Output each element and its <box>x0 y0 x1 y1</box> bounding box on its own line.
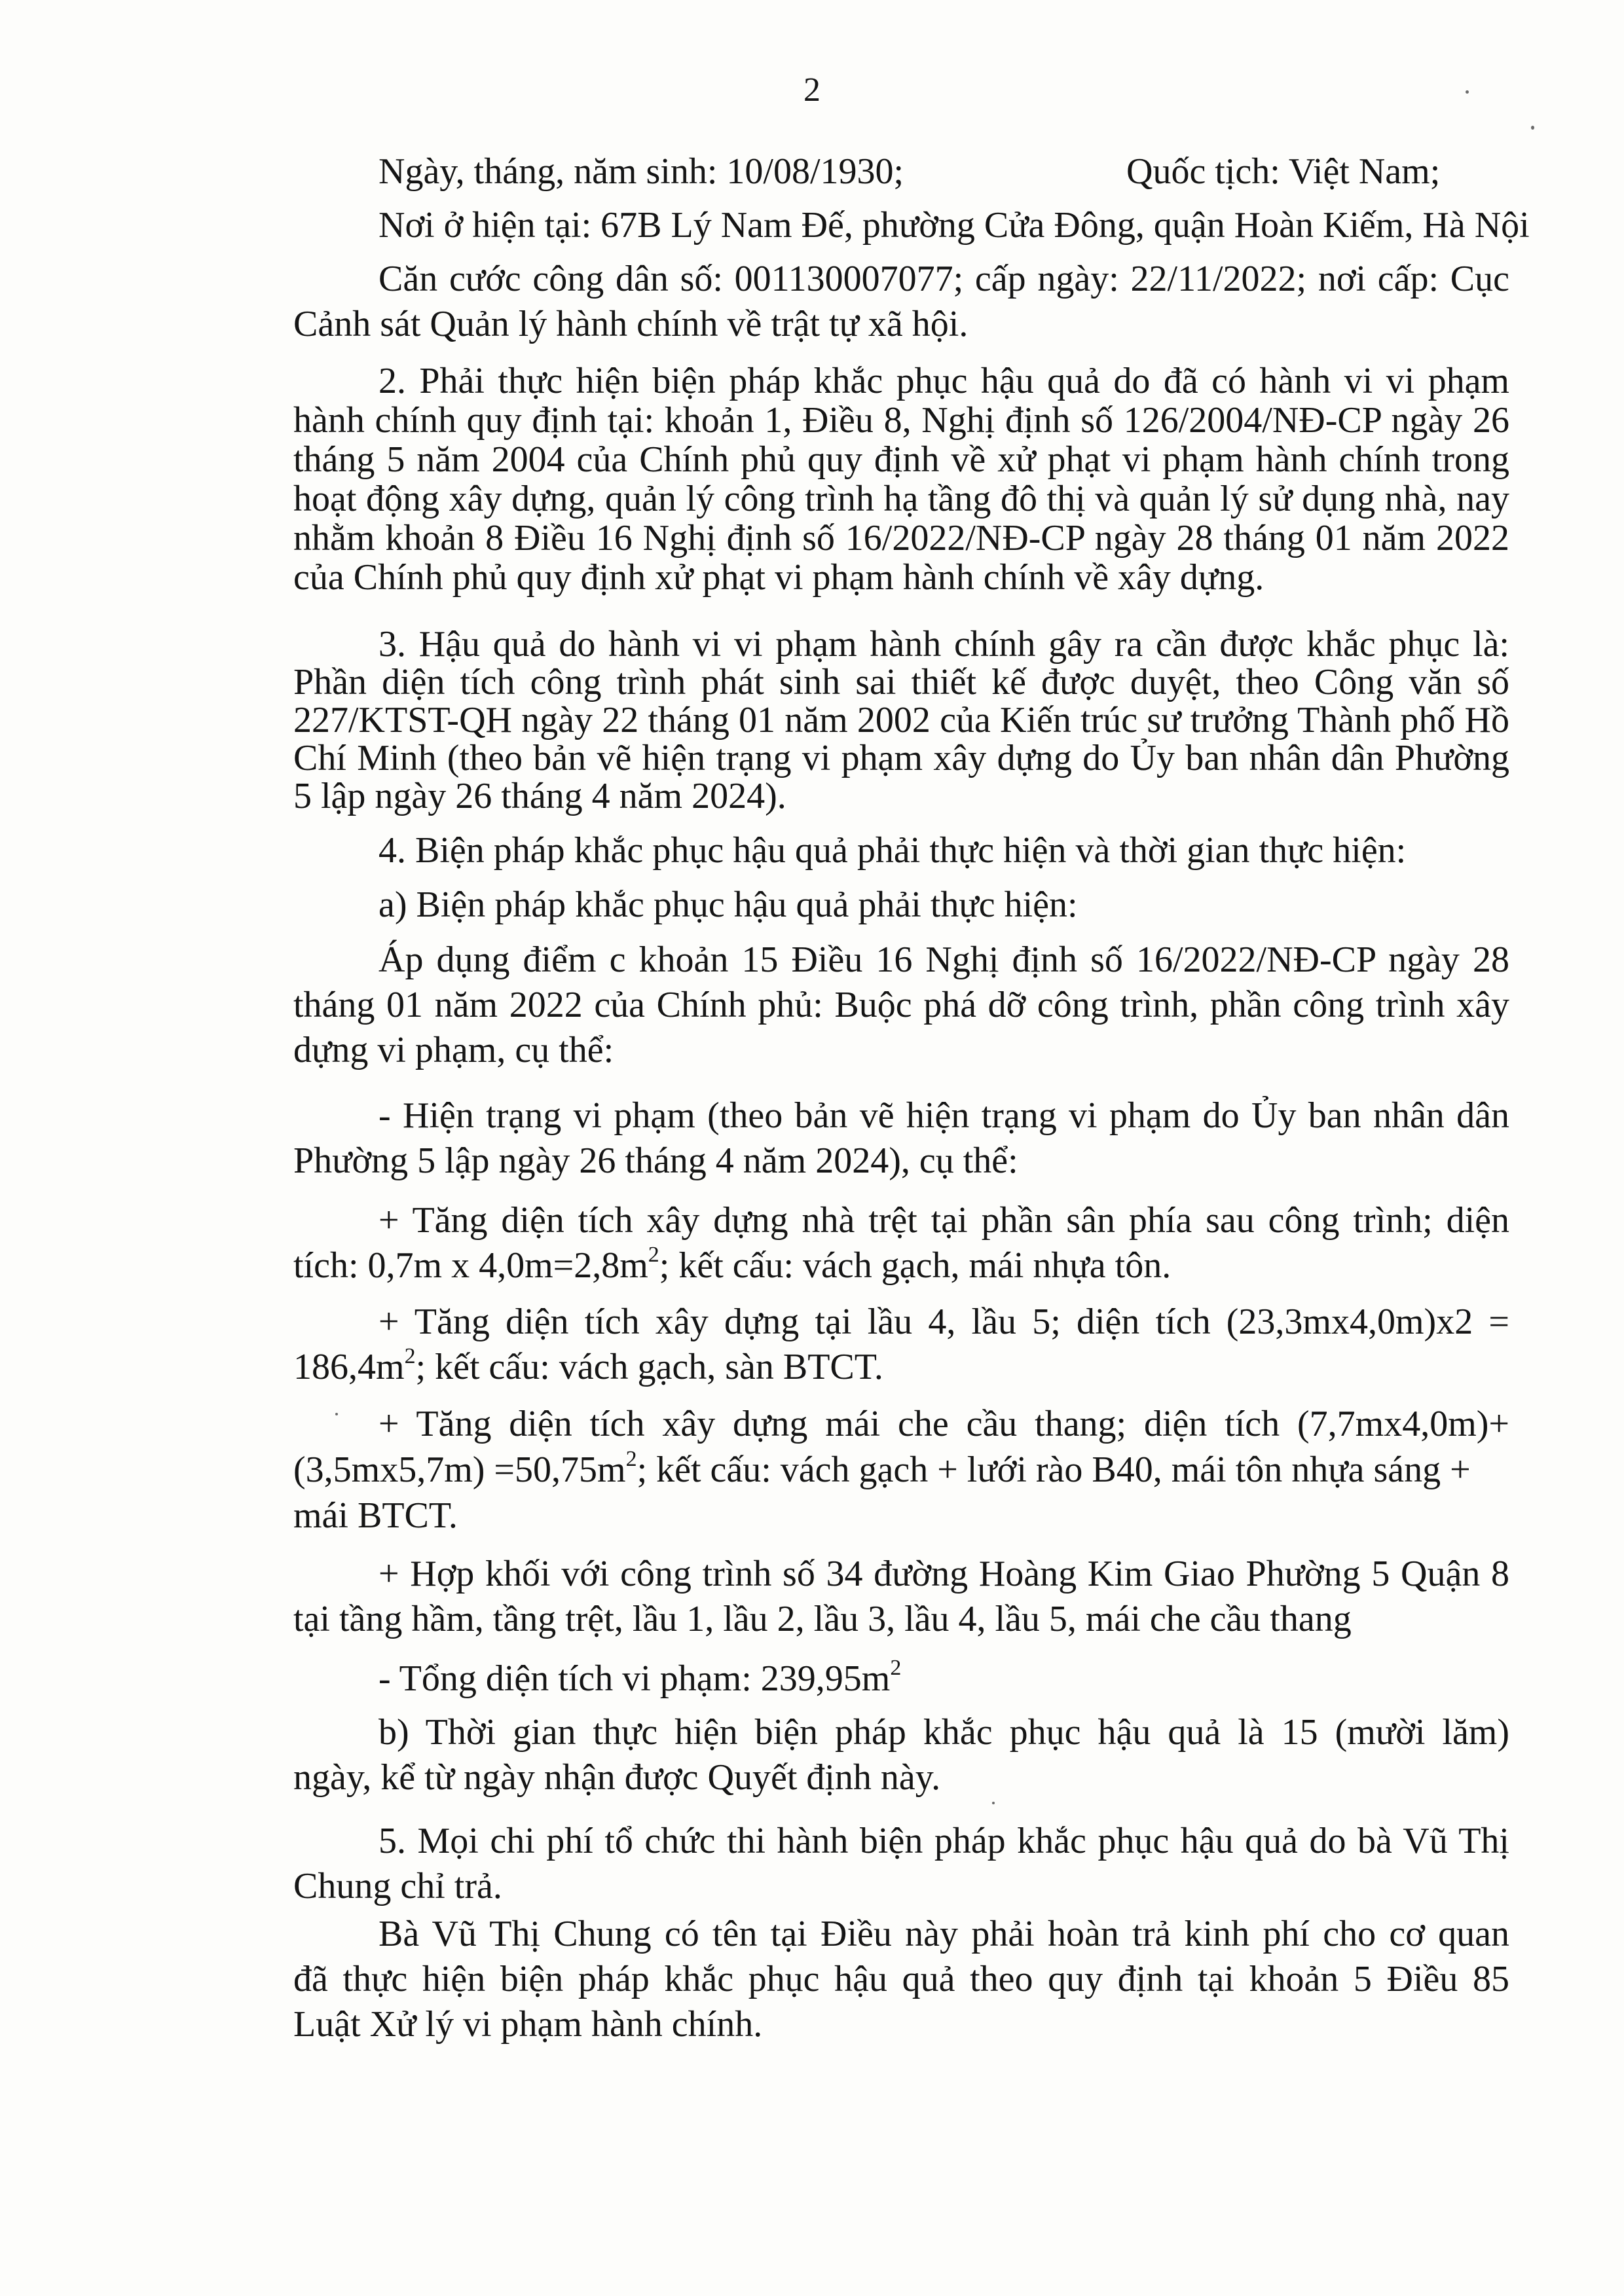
item-floors-4-5: + Tăng diện tích xây dựng tại lầu 4, lầu 5; diện tích (23,3mx4,0m)x2 = $186,4m^2$; kết cấu: vách gạch, sàn BTCT. <box>293 1302 1509 1387</box>
item-ground-floor: + Tăng diện tích xây dựng nhà trệt tại phần sân phía sau công trình; diện tích: 0,7m x $4,0m=2,8m^2$; kết cấu: vách gạch, mái nhựa tôn. <box>293 1200 1509 1286</box>
paragraph-4-heading: 4. Biện pháp khắc phục hậu quả phải thực hiện và thời gian thực hiện: <box>378 830 1407 871</box>
paragraph-3: 3. Hậu quả do hành vi vi phạm hành chính gây ra cần được khắc phục là: Phần diện tích công trình phát sinh sai thiết kế được duyệt, theo Công văn số 227/KTST-QH ngày 22 tháng 01 năm 2002 của Kiến trúc sư trưởng Thành phố Hồ Chí Minh (theo bản vẽ hiện trạng vi phạm xây dựng do Ủy ban nhân dân Phường 5 lập ngày 26 tháng 4 năm 2024). <box>293 624 1509 816</box>
scan-speck <box>1466 90 1469 94</box>
item-merged-block: + Hợp khối với công trình số 34 đường Hoàng Kim Giao Phường 5 Quận 8 tại tầng hầm, tầng trệt, lầu 1, lầu 2, lầu 3, lầu 4, lầu 5, mái che cầu thang <box>293 1554 1509 1639</box>
measure-a-heading: a) Biện pháp khắc phục hậu quả phải thực hiện: <box>378 884 1078 925</box>
id-card-paragraph: Căn cước công dân số: 001130007077; cấp ngày: 22/11/2022; nơi cấp: Cục Cảnh sát Quản lý hành chính về trật tự xã hội. <box>293 259 1509 344</box>
birth-date-line: Ngày, tháng, năm sinh: 10/08/1930; <box>378 151 904 192</box>
scan-speck <box>1531 126 1534 130</box>
nationality-line: Quốc tịch: Việt Nam; <box>1126 151 1441 192</box>
page-number: 2 <box>803 71 821 109</box>
applied-regulation-paragraph: Áp dụng điểm c khoản 15 Điều 16 Nghị định số 16/2022/NĐ-CP ngày 28 tháng 01 năm 2022 của Chính phủ: Buộc phá dỡ công trình, phần công trình xây dựng vi phạm, cụ thể: <box>293 939 1509 1070</box>
total-area-line: - Tổng diện tích vi phạm: $239,95m^2$ <box>378 1656 902 1699</box>
residence-line: Nơi ở hiện tại: 67B Lý Nam Đế, phường Cửa Đông, quận Hoàn Kiếm, Hà Nội <box>378 205 1530 246</box>
item-stair-roof: + Tăng diện tích xây dựng mái che cầu thang; diện tích (7,7mx4,0m)+ $(3,5mx5,7m) =50,75m^2$; kết cấu: vách gạch + lưới rào B40, mái tôn nhựa sáng + mái BTCT. <box>293 1404 1509 1536</box>
paragraph-2: 2. Phải thực hiện biện pháp khắc phục hậu quả do đã có hành vi vi phạm hành chính quy định tại: khoản 1, Điều 8, Nghị định số 126/2004/NĐ-CP ngày 26 tháng 5 năm 2004 của Chính phủ quy định về xử phạt vi phạm hành chính trong hoạt động xây dựng, quản lý công trình hạ tầng đô thị và quản lý sử dụng nhà, nay nhằm khoản 8 Điều 16 Nghị định số 16/2022/NĐ-CP ngày 28 tháng 01 năm 2022 của Chính phủ quy định xử phạt vi phạm hành chính về xây dựng. <box>293 361 1509 598</box>
current-status-paragraph: - Hiện trạng vi phạm (theo bản vẽ hiện trạng vi phạm do Ủy ban nhân dân Phường 5 lập ngày 26 tháng 4 năm 2024), cụ thể: <box>293 1095 1509 1181</box>
reimbursement-paragraph: Bà Vũ Thị Chung có tên tại Điều này phải hoàn trả kinh phí cho cơ quan đã thực hiện biện pháp khắc phục hậu quả theo quy định tại khoản 5 Điều 85 Luật Xử lý vi phạm hành chính. <box>293 1914 1509 2045</box>
scan-speck <box>992 1802 995 1804</box>
paragraph-5: 5. Mọi chi phí tổ chức thi hành biện pháp khắc phục hậu quả do bà Vũ Thị Chung chỉ trả. <box>293 1821 1509 1906</box>
scan-speck <box>335 1413 338 1415</box>
measure-b-paragraph: b) Thời gian thực hiện biện pháp khắc phục hậu quả là 15 (mười lăm) ngày, kể từ ngày nhận được Quyết định này. <box>293 1712 1509 1798</box>
